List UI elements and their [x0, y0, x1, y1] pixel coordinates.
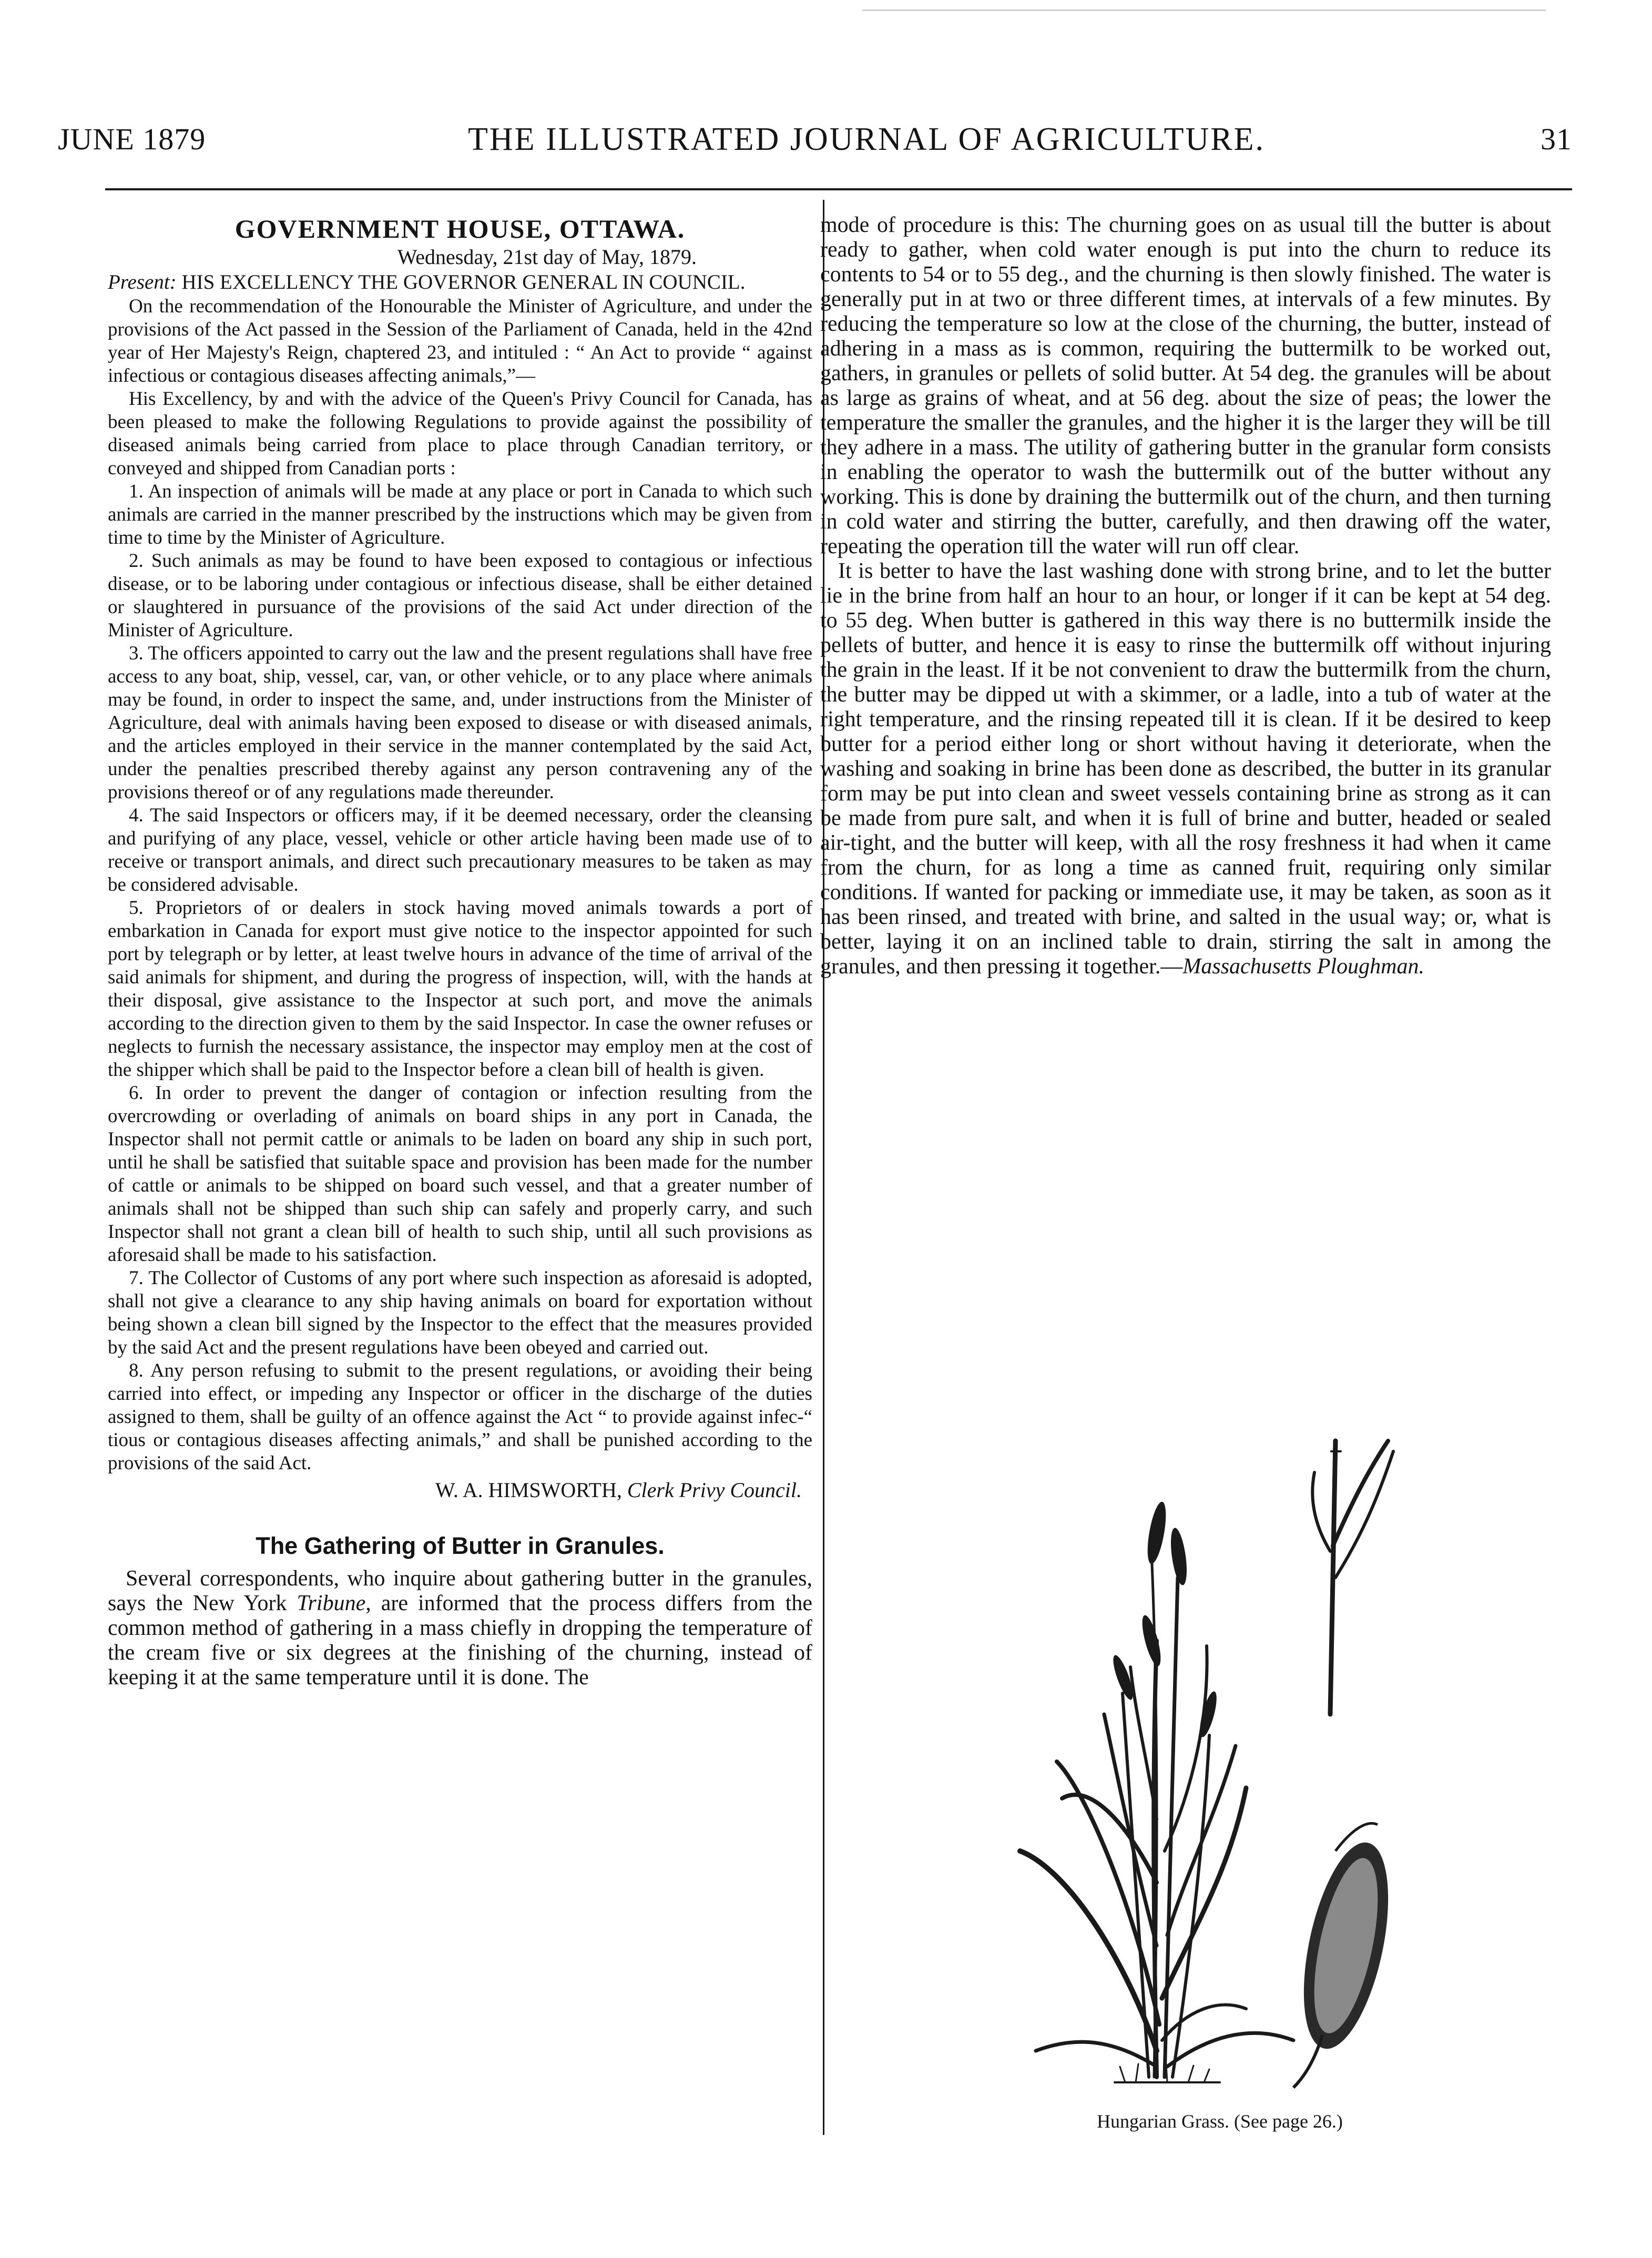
notice-body: [108, 295, 812, 1475]
article-paragraph: [820, 559, 1551, 979]
butter-article: [108, 1531, 812, 1690]
caption-reference: (See page 26.): [1234, 2111, 1343, 2132]
article-body-start: [108, 1567, 812, 1690]
running-head: [58, 121, 1572, 168]
right-column: [820, 213, 1551, 979]
regulation-1: 1. An inspection of animals will be made at any place or port in Canada to which such animals are carried in the manner prescribed by the instructions which may be given from time to time by the Minister of Agriculture.: [108, 481, 812, 548]
intro-text-continued: , are informed that the process differs from the common method of gathering in a mass chiefly in dropping the temperature of the cream five or six degrees at the finishing of the churning, instead of keeping it at the same temperature until it is done. The: [108, 1591, 813, 1690]
issue-date: JUNE 1879: [58, 122, 206, 156]
article-paragraph-text: It is better to have the last washing done with strong brine, and to let the butter lie in the brine from half an hour to an hour, or longer if it can be kept at 54 deg. to 55 deg. When butter is gathered in this way there is no buttermilk inside the pellets of butter, and hence it is easy to rinse the buttermilk off without injuring the grain in the least. If it be not convenient to draw the buttermilk from the churn, the butter may be dipped ut with a skimmer, or a ladle, into a tub of water at the right temperature, and the rinsing repeated till it is clean. If it be desired to keep butter for a period either long or short without having it deteriorate, when the washing and soaking in brine has been done as described, the butter in its granular form may be put into clean and sweet vessels containing brine as strong as it can be made from pure salt, and when it is full of brine and butter, headed or sealed air-tight, and the butter will keep, with all the rosy freshness it had when it came from the churn, for as long a time as canned fruit, requiring only similar conditions. If wanted for packing or immediate use, it may be taken, as soon as it has been rinsed, and treated with brine, and salted in the usual way; or, what is better, laying it on an inclined table to drain, stirring the salt in among the granules, and then pressing it together.—: [820, 559, 1551, 979]
regulation-7: 7. The Collector of Customs of any port where such inspection as aforesaid is adopted, shall not give a clearance to any ship having animals on board for exportation without being shown a clean bill signed by the Inspector to the effect that the measures provided by the said Act and the present regulations have been obeyed and carried out.: [108, 1267, 812, 1358]
regulation-2: 2. Such animals as may be found to have been exposed to contagious or infectious disease, or to be laboring under contagious or infectious disease, shall be either detained or slaughtered in pursuance of the provisions of the said Act under direction of the Minister of Agriculture.: [108, 550, 812, 641]
article-title: The Gathering of Butter in Granules.: [256, 1532, 665, 1559]
signature-name: W. A. HIMSWORTH,: [435, 1478, 622, 1502]
signature: [108, 1477, 802, 1503]
journal-title: THE ILLUSTRATED JOURNAL OF AGRICULTURE.: [468, 121, 1266, 157]
government-notice: [108, 213, 812, 1503]
notice-title: GOVERNMENT HOUSE, OTTAWA.: [234, 214, 686, 243]
caption-name: Hungarian Grass.: [1097, 2111, 1229, 2132]
article-intro-paragraph: [108, 1567, 812, 1690]
regulation-8: 8. Any person refusing to submit to the present regulations, or avoiding their being carried into effect, or impeding any Inspector or officer in the discharge of the duties assigned to them, shall be guilty of an offence against the Act “ to provide against infec-“ tious or contagious diseases affecting animals,” and shall be punished according to the provisions of the said Act.: [108, 1360, 812, 1474]
page-number: 31: [1541, 122, 1572, 156]
notice-paragraph: His Excellency, by and with the advice of the Queen's Privy Council for Canada, has been pleased to make the following Regulations to provide against the possibility of diseased animals being carried from place to place through Canadian territory, or conveyed and shipped from Canadian ports :: [108, 388, 812, 479]
illustration-caption: [1031, 2110, 1409, 2133]
signature-title: Clerk Privy Council.: [627, 1478, 802, 1502]
source-tribune: Tribune: [297, 1591, 366, 1615]
regulation-3: 3. The officers appointed to carry out the law and the present regulations shall have free access to any boat, ship, vessel, car, van, or other vehicle, or to any place where animals may be found, in order to inspect the same, and, under instructions from the Minister of Agriculture, deal with animals having been exposed to disease or with diseased animals, and the articles employed in their service in the manner contemplated by the said Act, under the penalties prescribed thereby against any person contravening any of the provisions thereof or of any regulations made thereunder.: [108, 643, 812, 803]
notice-paragraph: On the recommendation of the Honourable the Minister of Agriculture, and under the provisions of the Act passed in the Session of the Parliament of Canada, held in the 42nd year of Her Majesty's Reign, chaptered 23, and intituled : “ An Act to provide “ against infectious or contagious diseases affecting animals,”—: [108, 296, 812, 386]
regulation-6: 6. In order to prevent the danger of contagion or infection resulting from the overcrowding or overlading of animals on board ships in any port in Canada, the Inspector shall not permit cattle or animals to be laden on board any ship in such port, until he shall be satisfied that suitable space and provision has been made for the number of cattle or animals to be shipped on board such vessel, and that a greater number of animals shall not be shipped than such ship can safely and properly carry, and such Inspector shall not grant a clean bill of health to such ship, until all such provisions as aforesaid shall be made to his satisfaction.: [108, 1082, 812, 1266]
present-line: [108, 270, 812, 295]
regulation-5: 5. Proprietors of or dealers in stock having moved animals towards a port of embarkation in Canada for export must give notice to the inspector appointed for such port by telegraph or by letter, at least twelve hours in advance of the time of arrival of the said animals for shipment, and during the progress of inspection, will, with the hands at their disposal, give assistance to the Inspector at such port, and move the animals according to the direction given to them by the said Inspector. In case the owner refuses or neglects to furnish the necessary assistance, the inspector may employ men at the cost of the shipper which shall be paid to the Inspector before a clean bill of health is given.: [108, 897, 812, 1081]
article-paragraph: mode of procedure is this: The churning goes on as usual till the butter is about ready to gather, when cold water enough is put into the churn to reduce its contents to 54 or to 55 deg., and the churning is then slowly finished. The water is generally put in at two or three different times, at intervals of a few minutes. By reducing the temperature so low at the close of the churning, the butter, instead of adhering in a mass as is common, requiring the buttermilk to be worked out, gathers, in granules or pellets of solid butter. At 54 deg. the granules will be about as large as grains of wheat, and at 56 deg. about the size of peas; the lower the temperature the smaller the granules, and the higher it is the larger they will be till they adhere in a mass. The utility of gathering butter in the granular form consists in enabling the operator to wash the buttermilk out of the butter without any working. This is done by draining the buttermilk out of the churn, and then turning in cold water and stirring the butter, carefully, and then drawing off the water, repeating the operation till the water will run off clear.: [820, 213, 1551, 558]
intro-text: Several correspondents, who inquire about gathering butter in the granules, says the New York: [108, 1567, 812, 1615]
top-edge-rule: [862, 9, 1546, 11]
source-massachusetts-ploughman: Massachusetts Ploughman.: [1182, 954, 1425, 979]
regulation-4: 4. The said Inspectors or officers may, if it be deemed necessary, order the cleansing and purifying of any place, vessel, vehicle or other article having been made use of to receive or transport animals, and direct such precautionary measures to be taken as may be considered advisable.: [108, 805, 812, 896]
grass-engraving: [999, 1420, 1399, 2103]
hungarian-grass-illustration: [999, 1420, 1399, 2103]
article-body-continued: [820, 213, 1551, 979]
header-rule: [105, 188, 1572, 190]
present-text: HIS EXCELLENCY THE GOVERNOR GENERAL IN COUNCIL.: [181, 271, 746, 293]
present-label: Present:: [108, 271, 177, 293]
left-column: [108, 213, 812, 1690]
notice-date: Wednesday, 21st day of May, 1879.: [397, 245, 697, 269]
